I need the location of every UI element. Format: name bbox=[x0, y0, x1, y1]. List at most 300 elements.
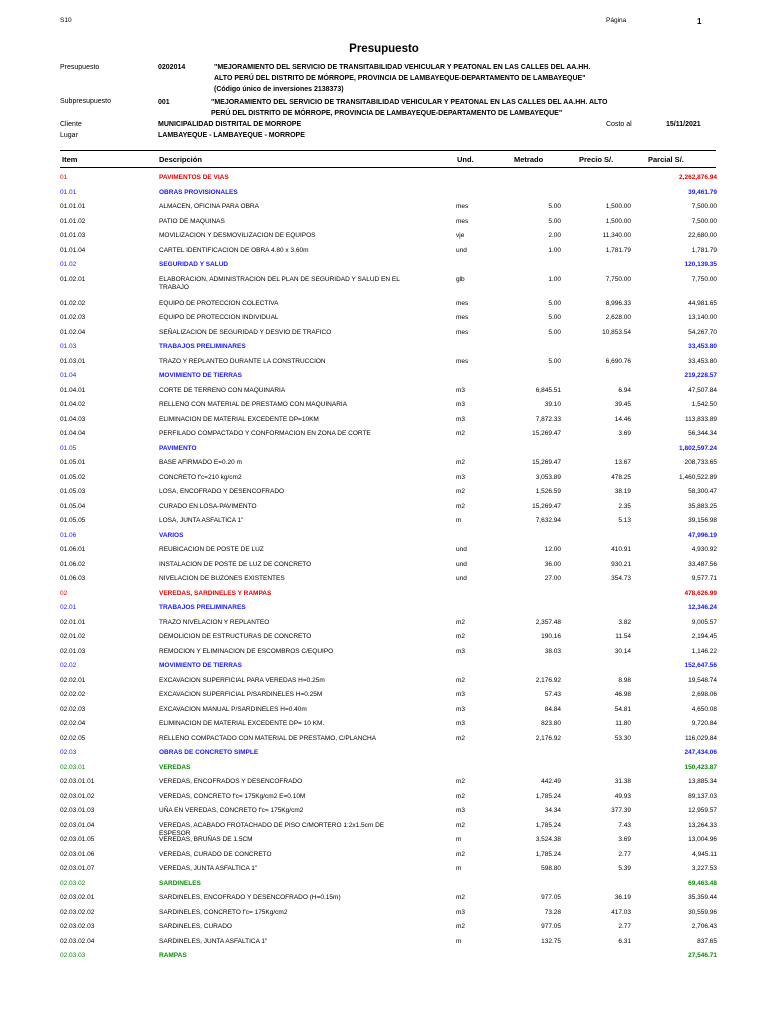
item-unit: m2 bbox=[456, 792, 466, 800]
item-code: 02.03.01.07 bbox=[60, 865, 95, 872]
section-row bbox=[0, 878, 768, 893]
table-row bbox=[0, 907, 768, 922]
item-unit: m2 bbox=[456, 894, 466, 901]
table-row bbox=[0, 892, 768, 907]
item-precio: 13.67 bbox=[614, 459, 631, 466]
item-code: 02 bbox=[60, 589, 68, 597]
item-metrado: 1,785.24 bbox=[535, 821, 561, 829]
item-description: VEREDAS, ENCOFRADOS Y DESENCOFRADO bbox=[159, 778, 303, 785]
item-description: NIVELACION DE BUZONES EXISTENTES bbox=[159, 575, 285, 582]
item-parcial: 44,981.65 bbox=[688, 299, 717, 307]
item-description: PATIO DE MAQUINAS bbox=[159, 217, 225, 225]
item-description: REUBICACION DE POSTE DE LUZ bbox=[159, 546, 264, 553]
item-description: CURADO EN LOSA-PAVIMENTO bbox=[159, 502, 257, 510]
table-row bbox=[0, 457, 768, 472]
section-row bbox=[0, 602, 768, 617]
item-unit: m2 bbox=[456, 676, 466, 684]
item-metrado: 5.00 bbox=[548, 203, 561, 210]
item-code: 01.01.04 bbox=[60, 246, 86, 254]
item-parcial: 4,930.92 bbox=[691, 546, 717, 553]
item-code: 01.04.04 bbox=[60, 430, 86, 437]
item-parcial: 69,463.48 bbox=[688, 879, 717, 887]
page-title: Presupuesto bbox=[349, 43, 419, 55]
table-row bbox=[0, 245, 768, 260]
item-parcial: 113,833.89 bbox=[684, 415, 717, 423]
presupuesto-desc-line3: (Código único de inversiones 2138373) bbox=[214, 86, 344, 93]
item-unit: m bbox=[456, 836, 462, 843]
item-code: 02.02.04 bbox=[60, 720, 86, 727]
item-precio: 6,690.76 bbox=[605, 357, 631, 365]
item-unit: mes bbox=[456, 217, 469, 225]
table-row bbox=[0, 385, 768, 400]
item-parcial: 4,945.11 bbox=[692, 850, 717, 858]
table-row bbox=[0, 573, 768, 588]
item-precio: 30.14 bbox=[614, 647, 631, 655]
item-description: SARDINELES, ENCOFRADO Y DESENCOFRADO (H=0.15m) bbox=[159, 894, 341, 901]
section-row bbox=[0, 172, 768, 187]
item-description: OBRAS PROVISIONALES bbox=[159, 188, 238, 196]
item-code: 01.03 bbox=[60, 343, 77, 350]
table-row bbox=[0, 718, 768, 733]
item-description: MOVIMIENTO DE TIERRAS bbox=[159, 662, 242, 669]
item-precio: 14.46 bbox=[614, 415, 631, 423]
item-code: 01.02.01 bbox=[60, 275, 86, 283]
item-description: MOVIMIENTO DE TIERRAS bbox=[159, 372, 242, 379]
item-description: VEREDAS, CONCRETO f'c= 175Kg/cm2 E=0.10M bbox=[159, 792, 306, 800]
col-header-precio: Precio S/. bbox=[579, 155, 614, 164]
item-metrado: 3,053.89 bbox=[535, 473, 561, 481]
item-description: ELIMINACION DE MATERIAL EXCEDENTE DP=10KM bbox=[159, 415, 319, 423]
table-row bbox=[0, 414, 768, 429]
item-code: 01.05.02 bbox=[60, 473, 86, 481]
table-row bbox=[0, 501, 768, 516]
item-unit: m2 bbox=[456, 734, 466, 742]
item-description: SARDINELES, CURADO bbox=[159, 923, 232, 930]
item-code: 01.02.03 bbox=[60, 314, 86, 321]
item-metrado: 2,176.92 bbox=[535, 734, 561, 742]
table-row bbox=[0, 733, 768, 748]
item-code: 02.03.02 bbox=[60, 879, 86, 887]
item-unit: mes bbox=[456, 299, 469, 307]
item-description: PAVIMENTO bbox=[159, 444, 197, 452]
item-precio: 36.19 bbox=[614, 894, 631, 901]
item-unit: m3 bbox=[456, 807, 466, 814]
item-description: SEÑALIZACION DE SEGURIDAD Y DESVIO DE TRAFICO bbox=[159, 328, 332, 336]
item-description: VEREDAS, SARDINELES Y RAMPAS bbox=[159, 589, 272, 597]
item-parcial: 13,885.34 bbox=[688, 778, 717, 785]
item-precio: 7.43 bbox=[618, 821, 631, 829]
item-description: LOSA, JUNTA ASFALTICA 1" bbox=[159, 517, 244, 524]
item-metrado: 5.00 bbox=[548, 299, 561, 307]
item-code: 02.03.01 bbox=[60, 763, 86, 771]
table-row bbox=[0, 617, 768, 632]
item-description: CARTEL IDENTIFICACION DE OBRA 4.80 x 3.60m bbox=[159, 246, 309, 254]
item-parcial: 9,005.57 bbox=[691, 618, 717, 626]
item-parcial: 19,548.74 bbox=[688, 676, 717, 684]
item-description: PERFILADO COMPACTADO Y CONFORMACION EN ZONA DE CORTE bbox=[159, 430, 371, 437]
table-row bbox=[0, 216, 768, 231]
item-code: 01.06.01 bbox=[60, 546, 86, 553]
item-parcial: 56,344.34 bbox=[688, 430, 717, 437]
col-header-und: Und. bbox=[457, 155, 474, 164]
item-parcial: 1,781.79 bbox=[691, 246, 717, 254]
item-metrado: 2.00 bbox=[548, 232, 561, 239]
item-metrado: 73.28 bbox=[544, 908, 561, 916]
item-parcial: 2,706.43 bbox=[691, 923, 717, 930]
item-code: 01 bbox=[60, 174, 68, 181]
item-metrado: 57.43 bbox=[544, 691, 561, 698]
item-metrado: 38.03 bbox=[544, 647, 561, 655]
item-parcial: 478,626.99 bbox=[684, 589, 717, 597]
item-description: PAVIMENTOS DE VIAS bbox=[159, 174, 229, 181]
item-code: 01.02 bbox=[60, 261, 77, 268]
item-code: 01.06.03 bbox=[60, 575, 86, 582]
item-precio: 38.19 bbox=[614, 488, 631, 495]
item-code: 01.05.04 bbox=[60, 502, 86, 510]
item-code: 02.01.03 bbox=[60, 647, 86, 655]
section-row bbox=[0, 588, 768, 603]
table-row bbox=[0, 544, 768, 559]
item-precio: 2.35 bbox=[618, 502, 631, 510]
item-unit: m2 bbox=[456, 923, 466, 930]
item-precio: 11.80 bbox=[615, 720, 631, 727]
item-code: 01.01 bbox=[60, 188, 77, 196]
table-header-top-rule bbox=[60, 150, 716, 151]
item-code: 01.01.01 bbox=[60, 203, 86, 210]
item-precio: 54.81 bbox=[614, 705, 631, 713]
item-parcial: 9,720.84 bbox=[691, 720, 717, 727]
item-code: 02.02 bbox=[60, 662, 77, 669]
item-precio: 11,340.00 bbox=[602, 232, 631, 239]
item-precio: 478.25 bbox=[611, 473, 631, 481]
table-row bbox=[0, 201, 768, 216]
item-description: ELABORACION, ADMINISTRACION DEL PLAN DE SEGURIDAD Y SALUD EN EL TRABAJO bbox=[159, 275, 400, 291]
col-header-metrado: Metrado bbox=[514, 155, 544, 164]
item-description: OBRAS DE CONCRETO SIMPLE bbox=[159, 749, 259, 756]
table-row bbox=[0, 631, 768, 646]
item-metrado: 598.80 bbox=[541, 865, 561, 872]
item-parcial: 837.65 bbox=[697, 937, 717, 945]
section-row bbox=[0, 747, 768, 762]
presupuesto-code: 0202014 bbox=[158, 64, 186, 71]
item-metrado: 3,524.38 bbox=[535, 836, 561, 843]
item-code: 01.02.04 bbox=[60, 328, 86, 336]
item-unit: m2 bbox=[456, 633, 466, 640]
item-code: 02.03.02.02 bbox=[60, 908, 95, 916]
item-description: TRAZO Y REPLANTEO DURANTE LA CONSTRUCCION bbox=[159, 357, 326, 365]
item-metrado: 1.00 bbox=[548, 246, 561, 254]
item-unit: m bbox=[456, 937, 462, 945]
item-parcial: 1,802,597.24 bbox=[679, 444, 717, 452]
item-description: ELIMINACION DE MATERIAL EXCEDENTE DP= 10 KM. bbox=[159, 720, 325, 727]
item-precio: 39.45 bbox=[614, 401, 631, 408]
item-code: 01.04.03 bbox=[60, 415, 86, 423]
item-code: 02.03.02.01 bbox=[60, 894, 95, 901]
item-code: 01.05 bbox=[60, 444, 77, 452]
item-code: 02.03.01.01 bbox=[60, 778, 95, 785]
item-description: LOSA, ENCOFRADO Y DESENCOFRADO bbox=[159, 488, 285, 495]
budget-table-body bbox=[0, 172, 768, 965]
item-code: 02.01.02 bbox=[60, 633, 86, 640]
item-metrado: 7,632.94 bbox=[535, 517, 561, 524]
item-metrado: 2,176.92 bbox=[535, 676, 561, 684]
item-metrado: 132.75 bbox=[541, 937, 561, 945]
table-row bbox=[0, 791, 768, 806]
item-parcial: 1,460,522.89 bbox=[679, 473, 717, 481]
table-row bbox=[0, 820, 768, 835]
item-parcial: 1,542.50 bbox=[691, 401, 717, 408]
page-label: Página bbox=[606, 17, 627, 24]
item-description: EXCAVACION SUPERFICIAL PARA VEREDAS H=0.25m bbox=[159, 676, 325, 684]
table-row bbox=[0, 704, 768, 719]
item-metrado: 15,269.47 bbox=[532, 430, 561, 437]
report-code: S10 bbox=[60, 17, 72, 24]
item-precio: 417.03 bbox=[611, 908, 631, 916]
item-code: 02.03.02.03 bbox=[60, 923, 95, 930]
item-unit: mes bbox=[456, 203, 469, 210]
table-header-bottom-rule bbox=[60, 167, 716, 168]
item-precio: 11.54 bbox=[615, 633, 631, 640]
item-code: 01.04.02 bbox=[60, 401, 86, 408]
item-metrado: 15,269.47 bbox=[532, 459, 561, 466]
item-description: SARDINELES, CONCRETO f'c= 175Kg/cm2 bbox=[159, 908, 288, 916]
item-metrado: 977.05 bbox=[541, 923, 561, 930]
item-unit: m2 bbox=[456, 459, 466, 466]
table-row bbox=[0, 312, 768, 327]
item-parcial: 2,194.45 bbox=[691, 633, 717, 640]
item-parcial: 208,733.65 bbox=[684, 459, 717, 466]
item-metrado: 977.05 bbox=[541, 894, 561, 901]
table-row bbox=[0, 559, 768, 574]
item-metrado: 7,872.33 bbox=[535, 415, 561, 423]
item-metrado: 27.00 bbox=[544, 575, 561, 582]
item-metrado: 2,357.48 bbox=[535, 618, 561, 626]
item-metrado: 39.10 bbox=[544, 401, 561, 408]
table-row bbox=[0, 515, 768, 530]
item-parcial: 54,267.70 bbox=[688, 328, 717, 336]
item-parcial: 13,140.00 bbox=[688, 314, 717, 321]
item-parcial: 3,227.53 bbox=[691, 865, 717, 872]
table-row bbox=[0, 849, 768, 864]
item-unit: m3 bbox=[456, 473, 466, 481]
item-parcial: 120,139.35 bbox=[684, 261, 717, 268]
table-row bbox=[0, 776, 768, 791]
item-metrado: 34.34 bbox=[544, 807, 561, 814]
item-unit: m3 bbox=[456, 647, 466, 655]
item-code: 01.06 bbox=[60, 531, 77, 539]
item-unit: m3 bbox=[456, 691, 466, 698]
item-parcial: 7,500.00 bbox=[691, 217, 717, 225]
item-precio: 5.13 bbox=[618, 517, 631, 524]
item-unit: m bbox=[456, 517, 462, 524]
item-code: 01.05.01 bbox=[60, 459, 86, 466]
item-code: 02.03.01.06 bbox=[60, 850, 95, 858]
item-unit: m2 bbox=[456, 502, 466, 510]
item-precio: 31.38 bbox=[614, 778, 631, 785]
item-unit: m3 bbox=[456, 705, 466, 713]
item-precio: 8,996.33 bbox=[605, 299, 631, 307]
item-description: UÑA EN VEREDAS, CONCRETO f'c= 175Kg/cm2 bbox=[159, 807, 304, 814]
item-metrado: 1,785.24 bbox=[535, 850, 561, 858]
item-parcial: 33,487.56 bbox=[688, 560, 717, 568]
costo-date: 15/11/2021 bbox=[666, 121, 701, 128]
item-metrado: 442.49 bbox=[541, 778, 561, 785]
item-unit: m2 bbox=[456, 488, 466, 495]
item-metrado: 36.00 bbox=[544, 560, 561, 568]
section-row bbox=[0, 187, 768, 202]
item-parcial: 33,453.80 bbox=[688, 357, 717, 365]
table-row bbox=[0, 805, 768, 820]
item-code: 01.03.01 bbox=[60, 357, 86, 365]
table-row bbox=[0, 936, 768, 951]
item-precio: 2.77 bbox=[618, 923, 631, 930]
item-precio: 1,500.00 bbox=[605, 217, 631, 225]
item-parcial: 35,359.44 bbox=[688, 894, 717, 901]
item-precio: 2.77 bbox=[618, 850, 631, 858]
table-row bbox=[0, 486, 768, 501]
item-code: 02.03.01.04 bbox=[60, 821, 95, 829]
item-parcial: 58,300.47 bbox=[688, 488, 717, 495]
item-code: 02.01.01 bbox=[60, 618, 86, 626]
item-precio: 7,750.00 bbox=[605, 275, 631, 283]
item-code: 02.02.03 bbox=[60, 705, 86, 713]
item-description: VEREDAS, ACABADO FROTACHADO DE PISO C/MORTERO 1:2x1.5cm DE ESPESOR bbox=[159, 821, 385, 837]
item-unit: und bbox=[456, 575, 467, 582]
item-description: TRABAJOS PRELIMINARES bbox=[159, 343, 246, 350]
item-parcial: 219,228.57 bbox=[684, 372, 717, 379]
item-unit: m2 bbox=[456, 618, 466, 626]
lugar-label: Lugar bbox=[60, 132, 78, 139]
item-precio: 930.21 bbox=[611, 560, 631, 568]
item-parcial: 47,996.19 bbox=[688, 531, 717, 539]
item-precio: 8.98 bbox=[618, 676, 631, 684]
table-row bbox=[0, 230, 768, 245]
item-description: ALMACEN, OFICINA PARA OBRA bbox=[159, 203, 259, 210]
presupuesto-desc-line1: "MEJORAMIENTO DEL SERVICIO DE TRANSITABILIDAD VEHICULAR Y PEATONAL EN LAS CALLES DEL AA.HH. bbox=[214, 64, 591, 71]
item-unit: glb bbox=[456, 275, 465, 283]
item-unit: m2 bbox=[456, 430, 466, 437]
item-description: REMOCION Y ELIMINACION DE ESCOMBROS C/EQUIPO bbox=[159, 647, 334, 655]
item-unit: m3 bbox=[456, 386, 466, 394]
item-precio: 10,853.54 bbox=[602, 328, 631, 336]
item-code: 01.04.01 bbox=[60, 386, 86, 394]
item-description: TRAZO NIVELACION Y REPLANTEO bbox=[159, 618, 270, 626]
item-unit: m3 bbox=[456, 908, 466, 916]
subpresupuesto-desc-line1: "MEJORAMIENTO DEL SERVICIO DE TRANSITABILIDAD VEHICULAR Y PEATONAL EN LAS CALLES DEL AA.HH. ALTO bbox=[211, 99, 608, 106]
table-row bbox=[0, 327, 768, 342]
section-row bbox=[0, 660, 768, 675]
item-description: CONCRETO f'c=210 kg/cm2 bbox=[159, 473, 242, 481]
item-metrado: 15,269.47 bbox=[532, 502, 561, 510]
item-unit: mes bbox=[456, 328, 469, 336]
table-row bbox=[0, 298, 768, 313]
item-description: VEREDAS, BRUÑAS DE 1.5CM bbox=[159, 836, 253, 843]
item-metrado: 1,785.24 bbox=[535, 792, 561, 800]
item-code: 02.02.01 bbox=[60, 676, 86, 684]
table-row bbox=[0, 689, 768, 704]
section-row bbox=[0, 950, 768, 965]
item-metrado: 190.16 bbox=[541, 633, 561, 640]
item-description: BASE AFIRMADO E=0.20 m bbox=[159, 459, 242, 466]
item-description: MOVILIZACION Y DESMOVILIZACION DE EQUIPOS bbox=[159, 232, 316, 239]
item-description: VEREDAS bbox=[159, 763, 191, 771]
item-parcial: 4,650.08 bbox=[691, 705, 717, 713]
item-unit: m3 bbox=[456, 415, 466, 423]
item-description: EXCAVACION SUPERFICIAL P/SARDINELES H=0.25M bbox=[159, 691, 323, 698]
item-code: 01.01.02 bbox=[60, 217, 86, 225]
item-metrado: 5.00 bbox=[548, 217, 561, 225]
table-row bbox=[0, 274, 768, 298]
item-parcial: 27,546.71 bbox=[688, 952, 717, 959]
item-parcial: 39,461.79 bbox=[688, 188, 717, 196]
table-row bbox=[0, 863, 768, 878]
item-code: 02.03.01.05 bbox=[60, 836, 95, 843]
item-parcial: 150,423.87 bbox=[684, 763, 717, 771]
table-row bbox=[0, 472, 768, 487]
item-code: 02.03 bbox=[60, 749, 77, 756]
item-description: SARDINELES, JUNTA ASFALTICA 1" bbox=[159, 937, 268, 945]
item-metrado: 5.00 bbox=[548, 357, 561, 365]
item-description: RELLENO COMPACTADO CON MATERIAL DE PRESTAMO, C/PLANCHA bbox=[159, 734, 377, 742]
costo-label: Costo al bbox=[606, 121, 632, 128]
item-description: INSTALACION DE POSTE DE LUZ DE CONCRETO bbox=[159, 560, 312, 568]
item-description: VEREDAS, CURADO DE CONCRETO bbox=[159, 850, 272, 858]
item-precio: 53.30 bbox=[614, 734, 631, 742]
item-unit: und bbox=[456, 560, 467, 568]
item-description: RAMPAS bbox=[159, 952, 187, 959]
item-parcial: 30,559.96 bbox=[688, 908, 717, 916]
item-precio: 1,500.00 bbox=[605, 203, 631, 210]
table-row bbox=[0, 834, 768, 849]
section-row bbox=[0, 370, 768, 385]
item-description: EXCAVACION MANUAL P/SARDINELES H=0.40m bbox=[159, 705, 307, 713]
item-precio: 3.69 bbox=[618, 430, 631, 437]
item-code: 01.04 bbox=[60, 372, 77, 379]
presupuesto-desc-line2: ALTO PERÚ DEL DISTRITO DE MÓRROPE, PROVINCIA DE LAMBAYEQUE-DEPARTAMENTO DE LAMBAYEQUE" bbox=[214, 75, 586, 82]
subpresupuesto-label: Subpresupuesto bbox=[60, 98, 111, 105]
item-description: VEREDAS, JUNTA ASFALTICA 1" bbox=[159, 865, 258, 872]
section-row bbox=[0, 259, 768, 274]
item-description: DEMOLICION DE ESTRUCTURAS DE CONCRETO bbox=[159, 633, 312, 640]
item-precio: 377.39 bbox=[611, 807, 631, 814]
section-row bbox=[0, 762, 768, 777]
item-code: 01.05.05 bbox=[60, 517, 86, 524]
item-description: EQUIPO DE PROTECCION COLECTIVA bbox=[159, 299, 279, 307]
item-unit: und bbox=[456, 546, 467, 553]
item-parcial: 35,883.25 bbox=[688, 502, 717, 510]
item-precio: 6.94 bbox=[618, 386, 631, 394]
item-description: CORTE DE TERRENO CON MAQUINARIA bbox=[159, 386, 286, 394]
item-precio: 46.98 bbox=[614, 691, 631, 698]
item-description: SARDINELES bbox=[159, 879, 201, 887]
item-metrado: 823.80 bbox=[541, 720, 561, 727]
item-precio: 410.91 bbox=[611, 546, 631, 553]
item-code: 02.01 bbox=[60, 604, 77, 611]
item-code: 02.03.03 bbox=[60, 952, 86, 959]
item-parcial: 2,262,876.94 bbox=[679, 174, 717, 181]
item-unit: und bbox=[456, 246, 467, 254]
item-code: 01.05.03 bbox=[60, 488, 86, 495]
item-unit: m bbox=[456, 865, 462, 872]
item-parcial: 12,346.24 bbox=[688, 604, 717, 611]
item-code: 02.02.02 bbox=[60, 691, 86, 698]
item-code: 02.03.01.03 bbox=[60, 807, 95, 814]
item-parcial: 2,698.06 bbox=[691, 691, 717, 698]
item-parcial: 13,004.96 bbox=[688, 836, 717, 843]
section-row bbox=[0, 530, 768, 545]
item-code: 01.01.03 bbox=[60, 232, 86, 239]
table-row bbox=[0, 675, 768, 690]
